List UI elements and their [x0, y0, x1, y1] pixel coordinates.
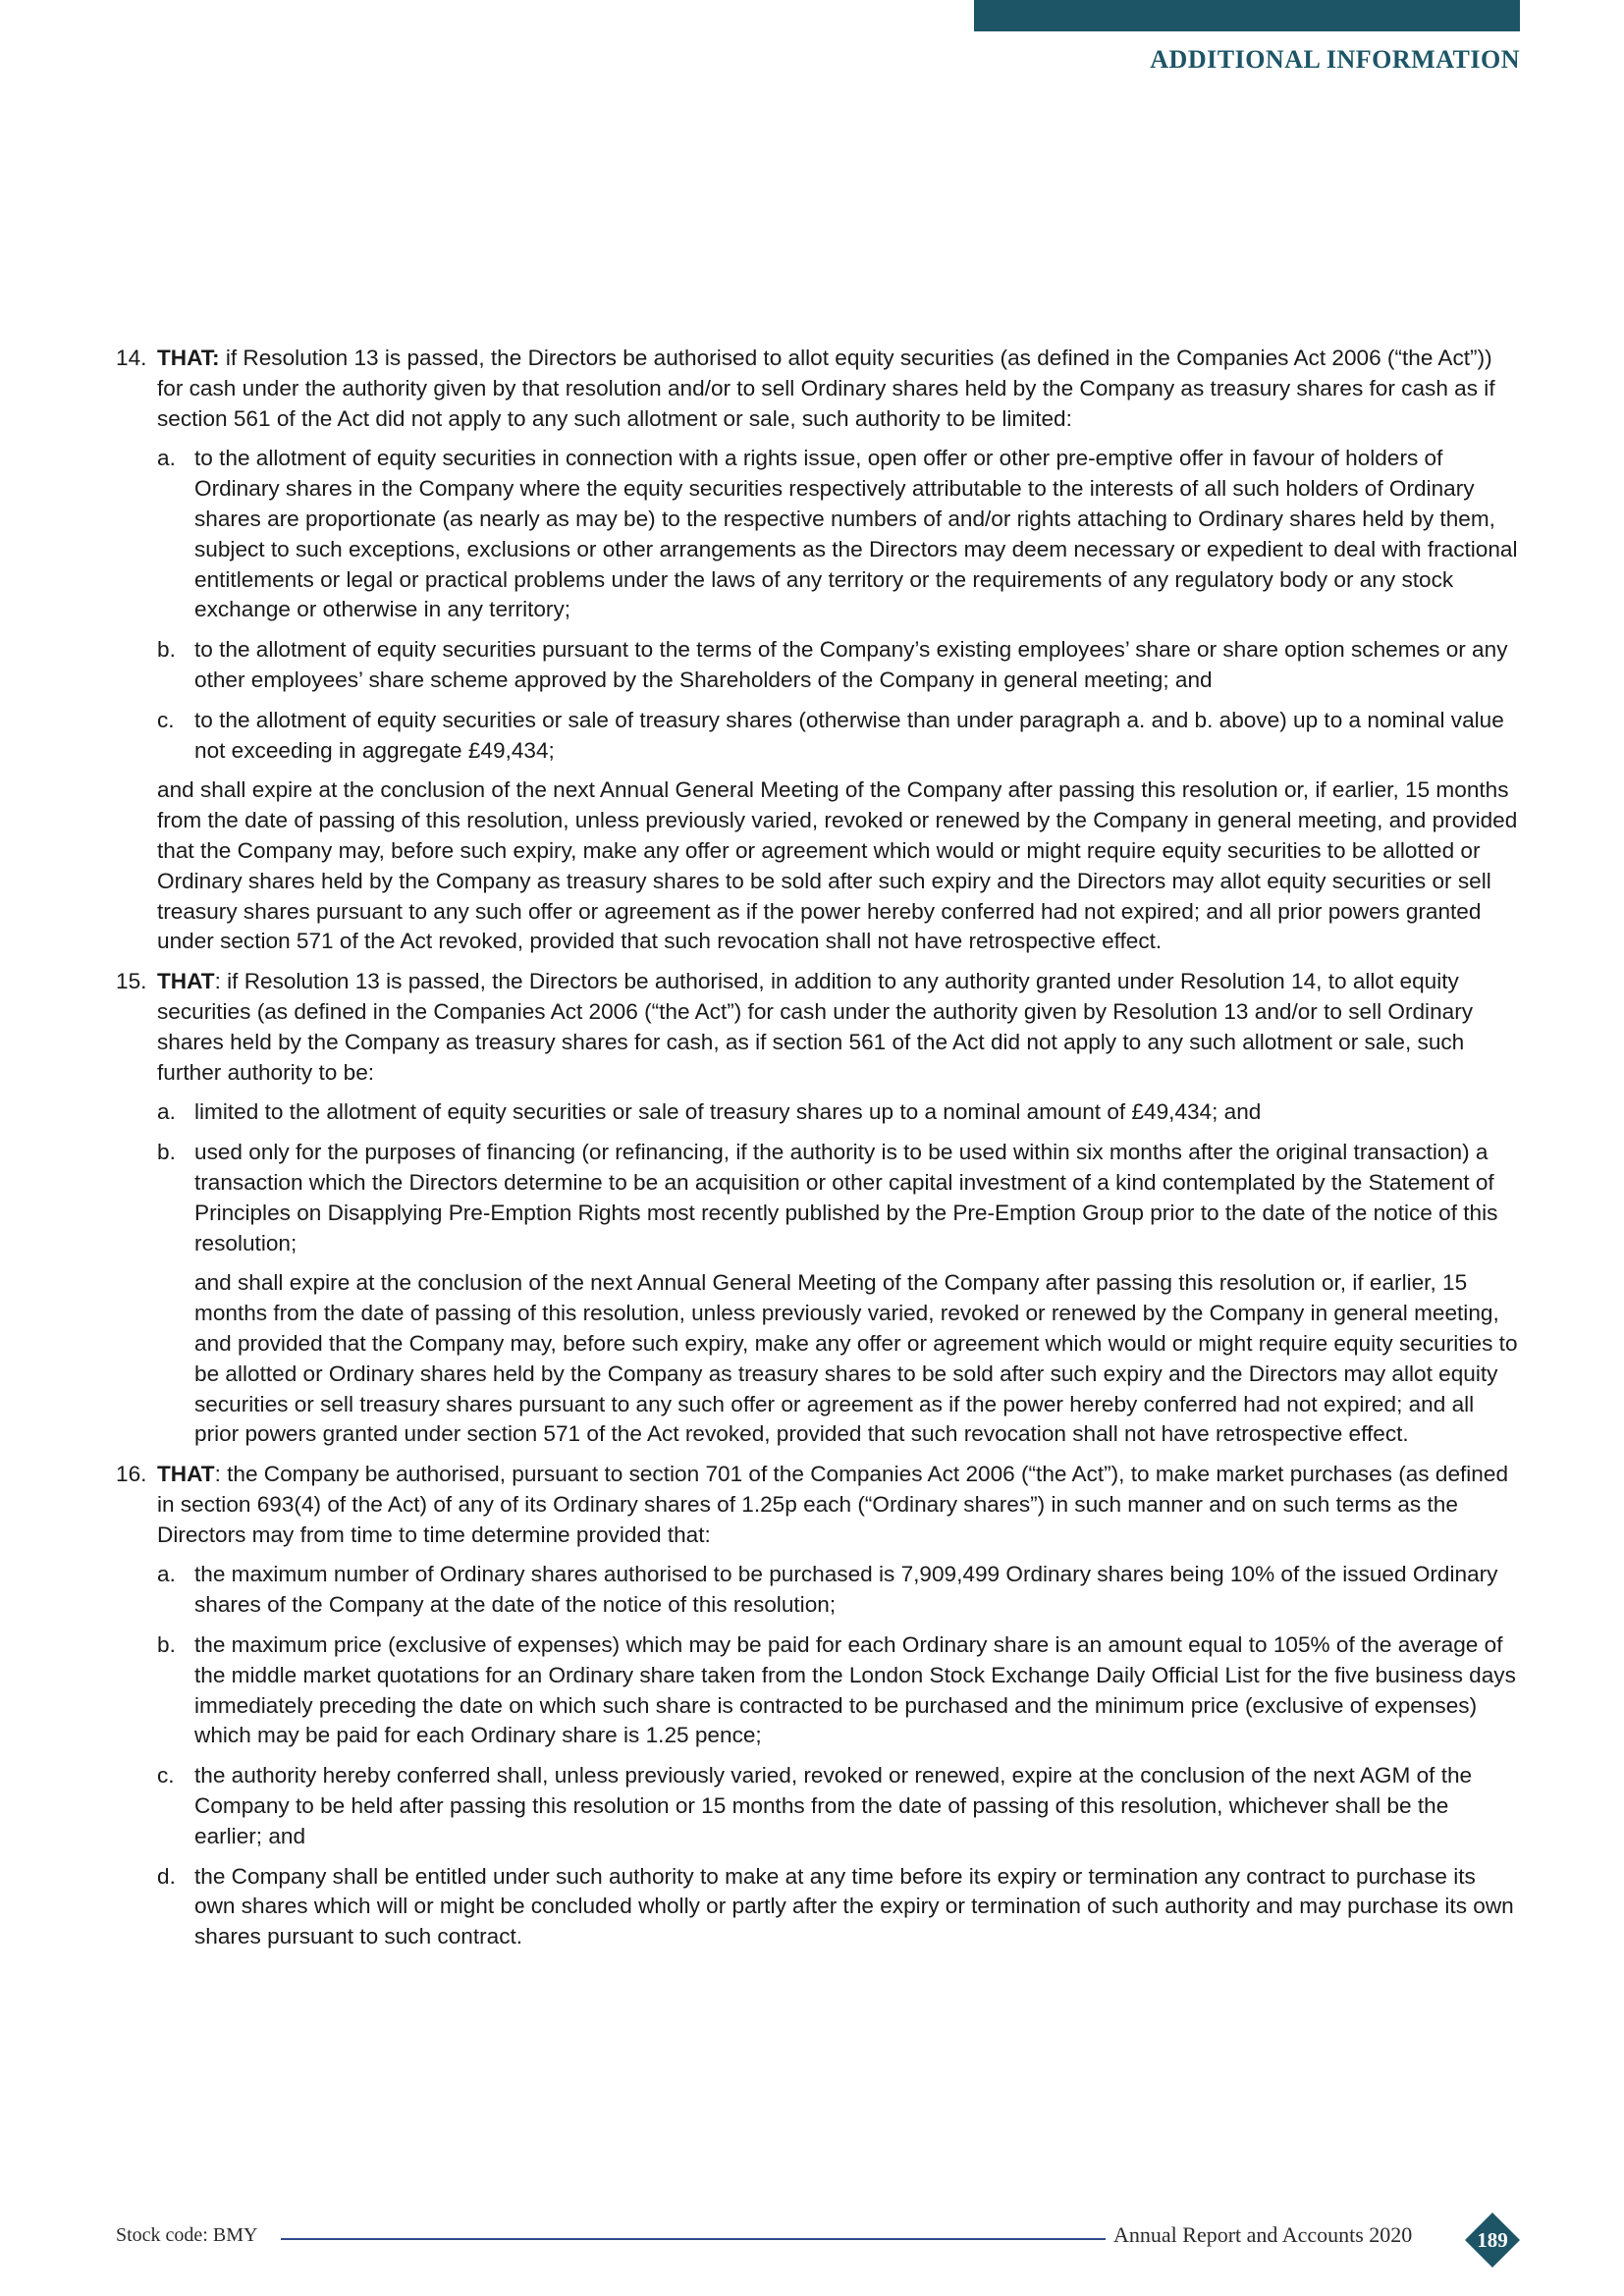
- resolution-15: [116, 967, 1522, 1450]
- resolution-tail: and shall expire at the conclusion of the next Annual General Meeting of the Company after passing this resolution or, if earlier, 15 months from the date of passing of this resolution, unless previously varied, revoked or renewed by the Company in general meeting, and provided that the Company may, before such expiry, make any offer or agreement which would or might require equity securities to be allotted or Ordinary shares held by the Company as treasury shares to be sold after such expiry and the Directors may allot equity securities or sell treasury shares pursuant to any such offer or agreement as if the power hereby conferred had not expired; and all prior powers granted under section 571 of the Act revoked, provided that such revocation shall not have retrospective effect.: [194, 1270, 1518, 1447]
- resolution-number: 15.: [116, 969, 147, 994]
- resolution-item: [157, 1138, 1522, 1258]
- item-text: the authority hereby conferred shall, unless previously varied, revoked or renewed, expire at the conclusion of the next AGM of the Company to be held after passing this resolution or 15 months from the date of passing of this resolution, whichever shall be the earlier; and: [194, 1763, 1473, 1848]
- item-letter: a.: [157, 1562, 176, 1587]
- item-letter: a.: [157, 446, 176, 471]
- resolution-item: [157, 1630, 1522, 1751]
- resolution-item: [157, 444, 1522, 625]
- resolution-body: : the Company be authorised, pursuant to section 701 of the Companies Act 2006 (“the Act”), to make market purchases (as defined in section 693(4) of the Act) of any of its Ordinary shares of 1.25p each (“Ordinary shares”) in such manner and on such terms as the Directors may from time to time determine provided that:: [157, 1462, 1509, 1547]
- resolution-text: [157, 344, 1522, 434]
- resolution-number: 16.: [116, 1462, 147, 1487]
- resolution-item: [157, 1097, 1522, 1128]
- resolution-body: if Resolution 13 is passed, the Directors be authorised to allot equity securities (as defined in the Companies Act 2006 (“the Act”)) for cash under the authority given by that resolution and/or to sell Ordinary shares held by the Company as treasury shares for cash as if section 561 of the Act did not apply to any such allotment or sale, such authority to be limited:: [157, 346, 1495, 431]
- footer-divider: [281, 2238, 1106, 2240]
- page-number-badge: [1461, 2209, 1524, 2271]
- resolution-item: [157, 1761, 1522, 1851]
- item-text: the Company shall be entitled under such authority to make at any time before its expiry or termination any contract to purchase its own shares which will or might be concluded wholly or partly after the expiry or termination of such authority and may purchase its own shares pursuant to such contract.: [194, 1863, 1514, 1949]
- resolution-lead: THAT: [157, 1462, 215, 1487]
- footer-report-title: Annual Report and Accounts 2020: [1113, 2222, 1413, 2247]
- resolution-text: [157, 967, 1522, 1088]
- resolution-lead: THAT: [157, 969, 215, 994]
- section-title: ADDITIONAL INFORMATION: [1150, 45, 1520, 74]
- resolution-text: [157, 1460, 1522, 1550]
- resolution-number: 14.: [116, 346, 147, 370]
- resolutions-content: [116, 344, 1522, 1962]
- resolution-14: [116, 344, 1522, 957]
- resolution-item: [157, 635, 1522, 696]
- item-text: to the allotment of equity securities pursuant to the terms of the Company’s existing employees’ share or share option schemes or any other employees’ share scheme approved by the Shareholders of the Company in general meeting; and: [194, 637, 1508, 692]
- footer-stock-code: Stock code: BMY: [116, 2224, 258, 2246]
- page-number: 189: [1477, 2228, 1508, 2252]
- item-text: the maximum number of Ordinary shares authorised to be purchased is 7,909,499 Ordinary shares being 10% of the issued Ordinary shares of the Company at the date of the notice of this resolution;: [194, 1562, 1498, 1618]
- resolution-item: [157, 706, 1522, 767]
- item-letter: c.: [157, 1763, 175, 1789]
- item-letter: b.: [157, 1140, 176, 1165]
- item-letter: a.: [157, 1099, 176, 1125]
- item-text: used only for the purposes of financing (or refinancing, if the authority is to be used within six months after the original transaction) a transaction which the Directors determine to be an acquisition or other capital investment of a kind contemplated by the Statement of Principles on Disapplying Pre-Emption Rights most recently published by the Pre-Emption Group prior to the date of the notice of this resolution;: [194, 1140, 1498, 1255]
- header-accent-bar: [974, 0, 1520, 31]
- item-text: the maximum price (exclusive of expenses) which may be paid for each Ordinary share is an amount equal to 105% of the average of the middle market quotations for an Ordinary share taken from the London Stock Exchange Daily Official List for the five business days immediately preceding the date on which such share is contracted to be purchased and the minimum price (exclusive of expenses) which may be paid for each Ordinary share is 1.25 pence;: [194, 1632, 1516, 1748]
- resolution-lead: THAT:: [157, 346, 220, 370]
- item-letter: d.: [157, 1863, 176, 1889]
- item-text: to the allotment of equity securities or sale of treasury shares (otherwise than under paragraph a. and b. above) up to a nominal value not exceeding in aggregate £49,434;: [194, 707, 1504, 763]
- item-text: limited to the allotment of equity securities or sale of treasury shares up to a nominal amount of £49,434; and: [194, 1099, 1262, 1125]
- resolution-body: : if Resolution 13 is passed, the Directors be authorised, in addition to any authority granted under Resolution 14, to allot equity securities (as defined in the Companies Act 2006 (“the Act”) for cash under the authority given by Resolution 13 and/or to sell Ordinary shares held by the Company as treasury shares for cash, as if section 561 of the Act did not apply to any such allotment or sale, such further authority to be:: [157, 969, 1474, 1085]
- item-letter: b.: [157, 637, 176, 663]
- resolution-tail: and shall expire at the conclusion of the next Annual General Meeting of the Company after passing this resolution or, if earlier, 15 months from the date of passing of this resolution, unless previously varied, revoked or renewed by the Company in general meeting, and provided that the Company may, before such expiry, make any offer or agreement which would or might require equity securities to be allotted or Ordinary shares held by the Company as treasury shares to be sold after such expiry and the Directors may allot equity securities or sell treasury shares pursuant to any such offer or agreement as if the power hereby conferred had not expired; and all prior powers granted under section 571 of the Act revoked, provided that such revocation shall not have retrospective effect.: [157, 777, 1518, 954]
- resolution-16: [116, 1460, 1522, 1952]
- resolution-item: [157, 1862, 1522, 1952]
- item-letter: b.: [157, 1632, 176, 1658]
- item-text: to the allotment of equity securities in connection with a rights issue, open offer or other pre-emptive offer in favour of holders of Ordinary shares in the Company where the equity securities respectively attributable to the interests of all such holders of Ordinary shares are proportionate (as nearly as may be) to the respective numbers of and/or rights attaching to Ordinary shares held by them, subject to such exceptions, exclusions or other arrangements as the Directors may deem necessary or expedient to deal with fractional entitlements or legal or practical problems under the laws of any territory or the requirements of any regulatory body or any stock exchange or otherwise in any territory;: [194, 446, 1518, 622]
- item-letter: c.: [157, 707, 175, 732]
- resolution-item: [157, 1560, 1522, 1621]
